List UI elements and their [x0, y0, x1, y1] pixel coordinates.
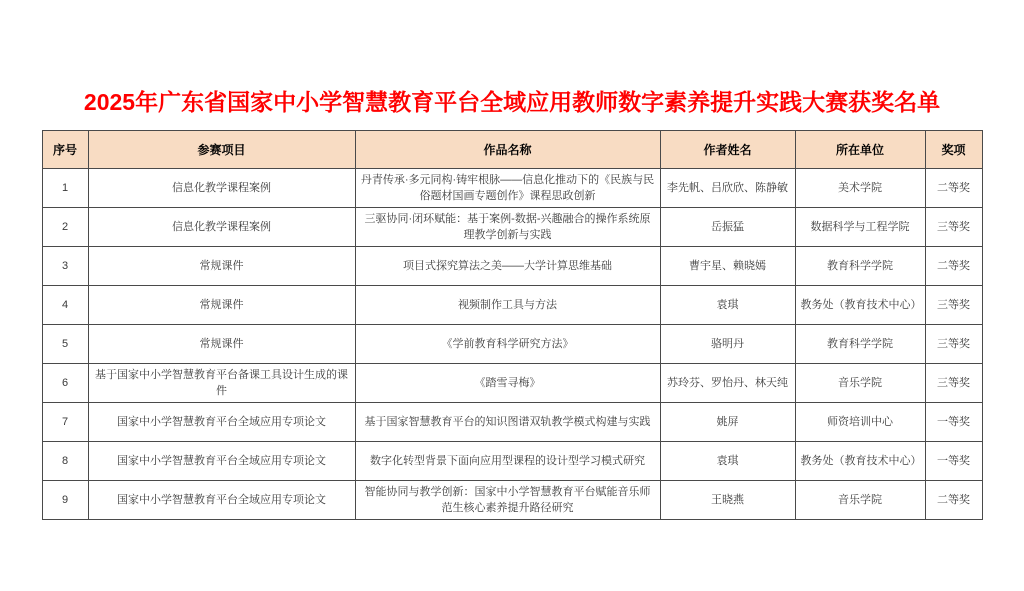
table-cell: 国家中小学智慧教育平台全域应用专项论文 — [88, 481, 355, 520]
table-cell: 信息化教学课程案例 — [88, 208, 355, 247]
table-cell: 《踏雪寻梅》 — [355, 364, 660, 403]
column-header: 作者姓名 — [660, 131, 795, 169]
column-header: 奖项 — [925, 131, 982, 169]
table-cell: 教务处（教育技术中心） — [795, 286, 925, 325]
table-row — [42, 169, 982, 208]
column-header: 参赛项目 — [88, 131, 355, 169]
table-cell: 数字化转型背景下面向应用型课程的设计型学习模式研究 — [355, 442, 660, 481]
table-cell: 教育科学学院 — [795, 325, 925, 364]
table-cell: 3 — [42, 247, 88, 286]
table-cell: 二等奖 — [925, 247, 982, 286]
table-cell: 智能协同与教学创新：国家中小学智慧教育平台赋能音乐师范生核心素养提升路径研究 — [355, 481, 660, 520]
table-cell: 1 — [42, 169, 88, 208]
table-cell: 基于国家中小学智慧教育平台备课工具设计生成的课件 — [88, 364, 355, 403]
table-cell: 三等奖 — [925, 208, 982, 247]
table-cell: 王晓燕 — [660, 481, 795, 520]
table-cell: 项目式探究算法之美——大学计算思维基础 — [355, 247, 660, 286]
table-row — [42, 247, 982, 286]
table-header-row — [42, 131, 982, 169]
page-title: 2025年广东省国家中小学智慧教育平台全域应用教师数字素养提升实践大赛获奖名单 — [83, 89, 941, 115]
table-cell: 丹青传承·多元同构·铸牢根脉——信息化推动下的《民族与民俗题材国画专题创作》课程思政创新 — [355, 169, 660, 208]
table-row — [42, 481, 982, 520]
column-header: 所在单位 — [795, 131, 925, 169]
table-cell: 三等奖 — [925, 286, 982, 325]
table-cell: 三驱协同·闭环赋能：基于案例-数据-兴趣融合的操作系统原理教学创新与实践 — [355, 208, 660, 247]
column-header: 作品名称 — [355, 131, 660, 169]
awards-table — [42, 130, 983, 520]
table-cell: 李先帆、吕欣欣、陈静敏 — [660, 169, 795, 208]
table-cell: 教务处（教育技术中心） — [795, 442, 925, 481]
table-cell: 袁琪 — [660, 286, 795, 325]
table-cell: 7 — [42, 403, 88, 442]
table-cell: 《学前教育科学研究方法》 — [355, 325, 660, 364]
table-cell: 常规课件 — [88, 247, 355, 286]
table-row — [42, 286, 982, 325]
table-cell: 岳振猛 — [660, 208, 795, 247]
table-cell: 信息化教学课程案例 — [88, 169, 355, 208]
table-cell: 音乐学院 — [795, 481, 925, 520]
table-cell: 音乐学院 — [795, 364, 925, 403]
table-row — [42, 442, 982, 481]
table-row — [42, 403, 982, 442]
table-row — [42, 364, 982, 403]
table-cell: 数据科学与工程学院 — [795, 208, 925, 247]
table-cell: 三等奖 — [925, 364, 982, 403]
table-cell: 4 — [42, 286, 88, 325]
table-cell: 一等奖 — [925, 403, 982, 442]
table-cell: 9 — [42, 481, 88, 520]
table-cell: 骆明丹 — [660, 325, 795, 364]
table-cell: 二等奖 — [925, 481, 982, 520]
table-cell: 基于国家智慧教育平台的知识图谱双轨教学模式构建与实践 — [355, 403, 660, 442]
table-cell: 姚屏 — [660, 403, 795, 442]
table-cell: 5 — [42, 325, 88, 364]
table-cell: 一等奖 — [925, 442, 982, 481]
table-cell: 常规课件 — [88, 325, 355, 364]
table-row — [42, 208, 982, 247]
table-cell: 苏玲芬、罗怡丹、林天纯 — [660, 364, 795, 403]
table-cell: 师资培训中心 — [795, 403, 925, 442]
table-cell: 视频制作工具与方法 — [355, 286, 660, 325]
table-cell: 二等奖 — [925, 169, 982, 208]
table-row — [42, 325, 982, 364]
table-cell: 6 — [42, 364, 88, 403]
table-cell: 8 — [42, 442, 88, 481]
table-cell: 2 — [42, 208, 88, 247]
table-cell: 国家中小学智慧教育平台全域应用专项论文 — [88, 403, 355, 442]
table-cell: 三等奖 — [925, 325, 982, 364]
table-cell: 教育科学学院 — [795, 247, 925, 286]
table-cell: 国家中小学智慧教育平台全域应用专项论文 — [88, 442, 355, 481]
table-cell: 袁琪 — [660, 442, 795, 481]
column-header: 序号 — [42, 131, 88, 169]
table-cell: 曹宇星、赖晓嫣 — [660, 247, 795, 286]
table-cell: 美术学院 — [795, 169, 925, 208]
table-cell: 常规课件 — [88, 286, 355, 325]
